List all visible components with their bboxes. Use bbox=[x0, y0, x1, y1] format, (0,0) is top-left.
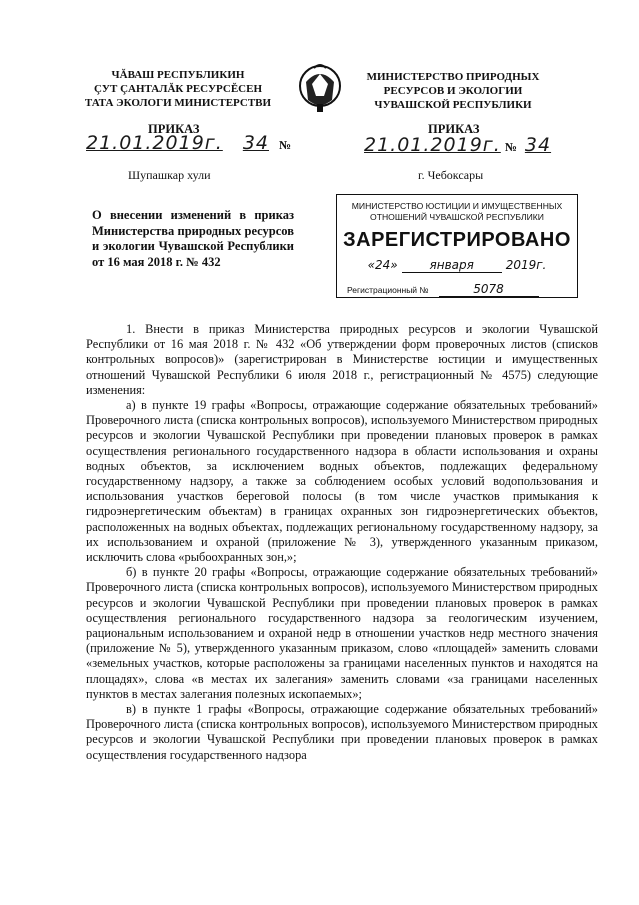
right-number-sign: № bbox=[504, 140, 517, 154]
body-paragraph-b: б) в пункте 20 графы «Вопросы, отражающие содержание обязательных требований» Проверочного листа (списка контрольных вопросов), используемого Министерством природных ресурсов и экологии Чувашской Республики при проведении плановых проверок в рамках осуществления регионального государственного надзора за геологическим изучением, рациональным использованием и охраной недр в отношении участков недр местного значения (приложение № 5), утвержденного указанным приказом, слово «площадей» заменить словами «земельных участков, которые расположены за границами населенных пунктов и находятся на площадях», слова «в местах их залегания» заменить словами «за границами населенных пунктов в местах залегания полезных ископаемых»; bbox=[86, 565, 598, 701]
body-paragraph-v: в) в пункте 1 графы «Вопросы, отражающие содержание обязательных требований» Проверочного листа (списка контрольных вопросов), используемого Министерством природных ресурсов и экологии Чувашской Республики при проведении плановых проверок в рамках осуществления государственного надзора bbox=[86, 702, 598, 762]
left-date-number-line bbox=[86, 132, 292, 154]
stamp-date-year: 2019г. bbox=[505, 258, 547, 272]
stamp-date-month: января bbox=[402, 258, 502, 273]
right-order-label: ПРИКАЗ bbox=[428, 122, 480, 136]
left-city: Шупашкар хули bbox=[128, 168, 211, 182]
left-number-sign: № bbox=[279, 138, 292, 152]
body-paragraph-1: 1. Внести в приказ Министерства природных ресурсов и экологии Чувашской Республики от 16 мая 2018 г. № 432 «Об утверждении форм проверочных листов (списков контрольных вопросов)» (зарегистрирован в Министерстве юстиции и имущественных отношений Чувашской Республики 6 июля 2018 г., регистрационный № 4575) следующие изменения: bbox=[86, 322, 598, 397]
left-number-handwritten: 34 bbox=[242, 132, 269, 154]
stamp-org-line-2: ОТНОШЕНИЙ ЧУВАШСКОЙ РЕСПУБЛИКИ bbox=[370, 212, 544, 222]
left-order-label: ПРИКАЗ bbox=[148, 122, 200, 136]
stamp-registered: ЗАРЕГИСТРИРОВАНО bbox=[343, 229, 571, 251]
right-city: г. Чебоксары bbox=[418, 168, 484, 182]
stamp-reg-label: Регистрационный № bbox=[347, 285, 429, 295]
right-date-number-line bbox=[364, 134, 564, 156]
stamp-org-line-1: МИНИСТЕРСТВО ЮСТИЦИИ И ИМУЩЕСТВЕННЫХ bbox=[351, 201, 563, 211]
registration-stamp bbox=[336, 194, 578, 298]
right-org-block bbox=[358, 70, 548, 112]
stamp-date-day: «24» bbox=[367, 258, 398, 272]
left-date-handwritten: 21.01.2019г. bbox=[86, 132, 223, 154]
document-subject: О внесении изменений в приказ Министерства природных ресурсов и экологии Чувашской Республики от 16 мая 2018 г. № 432 bbox=[92, 208, 294, 269]
document-body bbox=[86, 322, 598, 763]
right-org-line-2: РЕСУРСОВ И ЭКОЛОГИИ bbox=[383, 85, 523, 97]
stamp-date-line bbox=[337, 256, 577, 274]
right-number-handwritten: 34 bbox=[524, 134, 552, 156]
coat-of-arms-emblem bbox=[296, 60, 344, 116]
right-org-line-3: ЧУВАШСКОЙ РЕСПУБЛИКИ bbox=[374, 99, 532, 111]
right-org-line-1: МИНИСТЕРСТВО ПРИРОДНЫХ bbox=[366, 71, 540, 83]
left-org-line-2: ÇУТ ÇАНТАЛĂК РЕСУРСĔСЕН bbox=[93, 83, 263, 95]
stamp-reg-line bbox=[337, 280, 577, 298]
body-paragraph-a: а) в пункте 19 графы «Вопросы, отражающие содержание обязательных требований» Проверочного листа (списка контрольных вопросов), используемого Министерством природных ресурсов и экологии Чувашской Республики при проведении плановых проверок в рамках осуществления регионального государственного надзора в области использования и охраны водных объектов, за исключением водных объектов, подлежащих федеральному государственному надзору, а также за соблюдением особых условий водопользования и использования участков береговой полосы (в том числе участков примыкания к гидроэнергетическим объектам) в границах охранных зон гидроэнергетических объектов, расположенных на водных объектах, подлежащих региональному государственному надзору, за их использованием и охраной (приложение № 3), утвержденного указанным приказом, исключить слова «рыбоохранных зон,»; bbox=[86, 398, 598, 565]
left-org-line-1: ЧĂВАШ РЕСПУБЛИКИН bbox=[111, 69, 245, 81]
left-org-block bbox=[78, 68, 278, 110]
left-org-line-3: ТАТА ЭКОЛОГИ МИНИСТЕРСТВИ bbox=[84, 97, 272, 109]
right-date-handwritten: 21.01.2019г. bbox=[364, 134, 501, 156]
stamp-reg-number: 5078 bbox=[439, 282, 539, 297]
